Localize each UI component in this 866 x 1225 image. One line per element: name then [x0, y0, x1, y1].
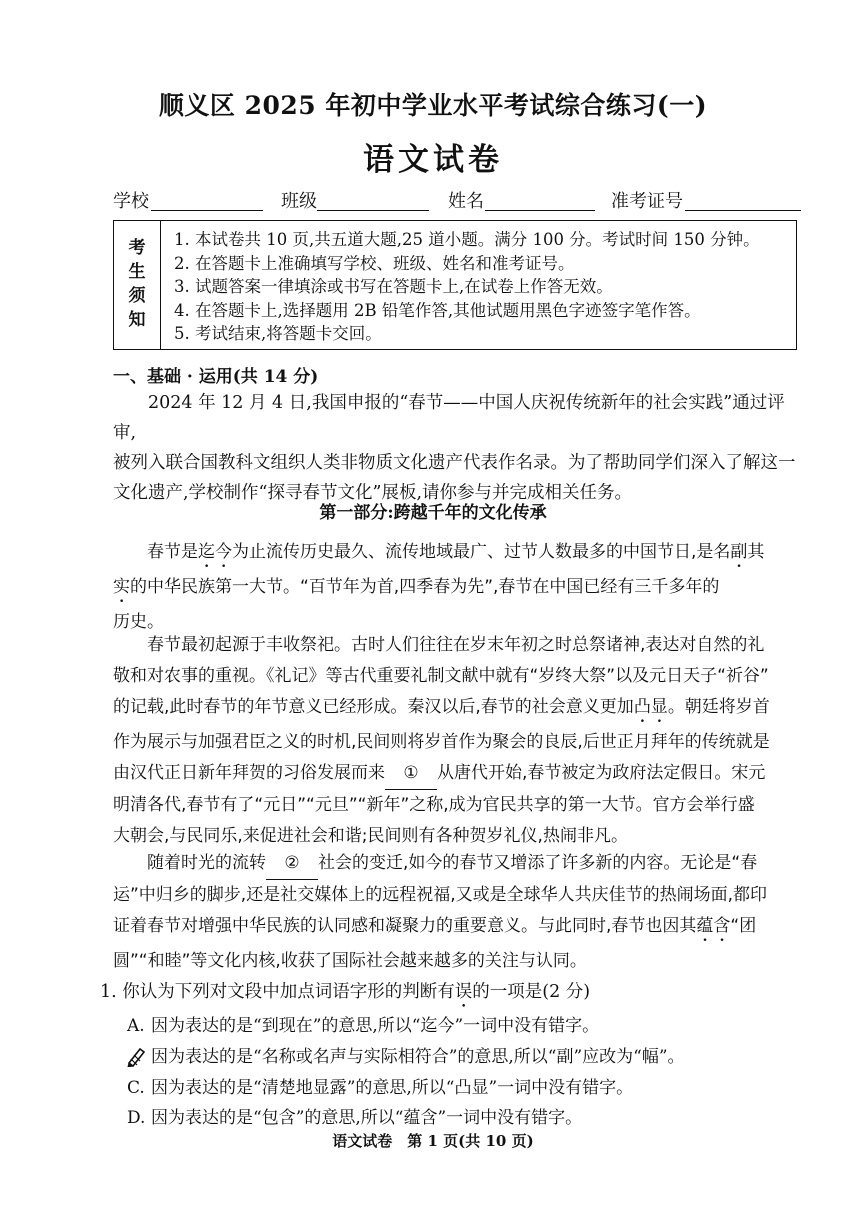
passage-paragraph-2	[113, 630, 803, 852]
intro-line: 被列入联合国教科文组织人类非物质文化遗产代表作名录。为了帮助同学们深入了解这一	[113, 453, 796, 473]
passage-paragraph-1	[113, 537, 803, 638]
option-d[interactable]: D. 因为表达的是“包含”的意思,所以“蕴含”一词中没有错字。	[127, 1108, 583, 1128]
passage-line: 春节是迄今为止流传历史最久、流传地域最广、过节人数最多的中国节日,是名副其	[147, 542, 765, 562]
passage-line: 随着时光的流转 ② 社会的变迁,如今的春节又增添了许多新的内容。无论是“春	[113, 848, 803, 880]
passage-line: 实的中华民族第一大节。“百节年为首,四季春为先”,春节在中国已经有三千多年的	[113, 577, 720, 597]
instructions-side-label	[114, 221, 161, 349]
passage-paragraph-3	[113, 848, 803, 977]
passage-line: 圆”“和睦”等文化内核,收获了国际社会越来越多的关注与认同。	[113, 951, 587, 971]
name-label: 姓名	[448, 191, 484, 212]
dotted-word: 实	[113, 577, 130, 597]
passage-line: 敬和对农事的重视。《礼记》等古代重要礼制文献中就有“岁终大祭”以及元日天子“祈谷”	[113, 666, 769, 686]
instruction-item: 1. 本试卷共 10 页,共五道大题,25 道小题。满分 100 分。考试时间 150 分钟。	[174, 230, 760, 249]
passage-line: 春节最初起源于丰收祭祀。古时人们往往在岁末年初之时总祭诸神,表达对自然的礼	[147, 635, 765, 655]
class-label: 班级	[281, 191, 317, 212]
passage-line: 由汉代正日新年拜贺的习俗发展而来 ① 从唐代开始,春节被定为政府法定假日。宋元	[113, 758, 803, 790]
passage-line: 明清各代,春节有了“元日”“元旦”“新年”之称,成为官民共享的第一大节。官方会举行盛	[113, 795, 755, 815]
dotted-word: 凸显	[633, 697, 668, 717]
class-field[interactable]	[317, 210, 429, 211]
dotted-word: 蕴含	[696, 916, 731, 936]
option-b[interactable]: 因为表达的是“名称或名声与实际相符合”的意思,所以“副”应改为“幅”。	[127, 1042, 685, 1067]
intro-line: 2024 年 12 月 4 日,我国申报的“春节——中国人庆祝传统新年的社会实践”通过评审,	[113, 393, 785, 443]
question-1-stem: 1. 你认为下列对文段中加点词语字形的判断有误的一项是(2 分)	[100, 982, 591, 1002]
exam-id-field[interactable]	[685, 210, 801, 211]
option-c[interactable]: C. 因为表达的是“清楚地显露”的意思,所以“凸显”一词中没有错字。	[127, 1078, 634, 1098]
option-b-letter	[127, 1047, 151, 1067]
side-char: 须	[128, 286, 146, 306]
dotted-word: 误	[454, 982, 473, 1002]
dotted-word: 迄今	[198, 542, 232, 562]
instructions-box	[113, 220, 797, 350]
section-heading: 一、基础 · 运用(共 14 分)	[113, 367, 319, 387]
student-info-row	[113, 187, 803, 213]
passage-line: 大朝会,与民同乐,来促进社会和谐;民间则有各种贺岁礼仪,热闹非凡。	[113, 826, 628, 846]
option-a[interactable]: A. 因为表达的是“到现在”的意思,所以“迄今”一词中没有错字。	[127, 1016, 600, 1036]
passage-line: 证着春节对增强中华民族的认同感和凝聚力的重要意义。与此同时,春节也因其蕴含“团	[113, 916, 757, 936]
side-char: 生	[128, 262, 146, 282]
punctuation-blank-1[interactable]: ①	[385, 758, 437, 790]
passage-line: 运”中归乡的脚步,还是社交媒体上的远程祝福,又或是全球华人共庆佳节的热闹场面,都印	[113, 885, 768, 905]
instruction-item: 2. 在答题卡上准确填写学校、班级、姓名和准考证号。	[174, 253, 575, 273]
exam-subtitle: 语文试卷	[363, 142, 503, 178]
side-char: 考	[128, 238, 146, 258]
part-heading: 第一部分:跨越千年的文化传承	[319, 503, 547, 523]
side-char: 知	[128, 310, 146, 330]
instruction-item: 4. 在答题卡上,选择题用 2B 铅笔作答,其他试题用黑色字迹签字笔作答。	[174, 300, 701, 320]
intro-paragraph	[113, 388, 803, 508]
passage-line: 作为展示与加强君臣之义的时机,民间则将岁首作为聚会的良辰,后世正月拜年的传统就是	[113, 732, 770, 752]
pencil-mark-icon	[125, 1045, 147, 1067]
instruction-item: 3. 试题答案一律填涂或书写在答题卡上,在试卷上作答无效。	[174, 277, 613, 296]
page-footer: 语文试卷 第 1 页(共 10 页)	[332, 1132, 534, 1150]
passage-line: 的记载,此时春节的年节意义已经形成。秦汉以后,春节的社会意义更加凸显。朝廷将岁首	[113, 697, 770, 717]
intro-line: 文化遗产,学校制作“探寻春节文化”展板,请你参与并完成相关任务。	[113, 483, 633, 503]
name-field[interactable]	[485, 210, 595, 211]
exam-id-label: 准考证号	[611, 191, 683, 212]
exam-title: 顺义区 2025 年初中学业水平考试综合练习(一)	[158, 91, 708, 120]
dotted-word: 副	[730, 542, 748, 562]
punctuation-blank-2[interactable]: ②	[266, 848, 318, 880]
school-field[interactable]	[151, 210, 263, 211]
instruction-item: 5. 考试结束,将答题卡交回。	[174, 324, 382, 343]
passage-line: 历史。	[113, 612, 164, 632]
instructions-list	[174, 228, 760, 346]
school-label: 学校	[113, 191, 149, 212]
